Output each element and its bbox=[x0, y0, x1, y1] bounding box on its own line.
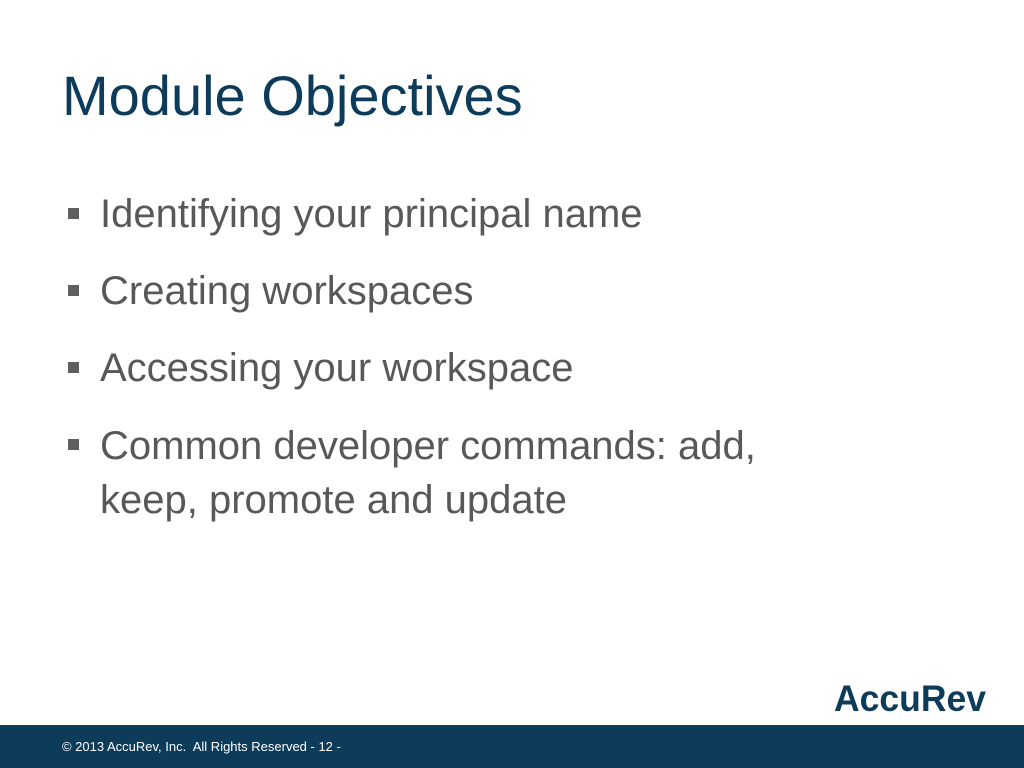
bullet-item bbox=[62, 265, 942, 317]
bullet-text: Creating workspaces bbox=[100, 269, 474, 313]
slide-title: Module Objectives bbox=[62, 64, 523, 127]
bullet-list bbox=[62, 188, 942, 552]
bullet-text: Common developer commands: add, keep, promote and update bbox=[100, 424, 756, 522]
square-bullet-icon bbox=[68, 439, 79, 450]
bullet-item bbox=[62, 188, 942, 240]
square-bullet-icon bbox=[68, 208, 79, 219]
square-bullet-icon bbox=[68, 285, 79, 296]
accurev-logo bbox=[834, 678, 988, 720]
logo-wordmark: AccuRev bbox=[834, 678, 987, 719]
bullet-text: Identifying your principal name bbox=[100, 192, 643, 236]
square-bullet-icon bbox=[68, 362, 79, 373]
bullet-text: Accessing your workspace bbox=[100, 346, 574, 390]
copyright-text: © 2013 AccuRev, Inc. All Rights Reserved - 12 - bbox=[62, 739, 341, 754]
footer-bar bbox=[0, 725, 1024, 768]
bullet-item bbox=[62, 342, 942, 394]
bullet-item bbox=[62, 419, 942, 527]
